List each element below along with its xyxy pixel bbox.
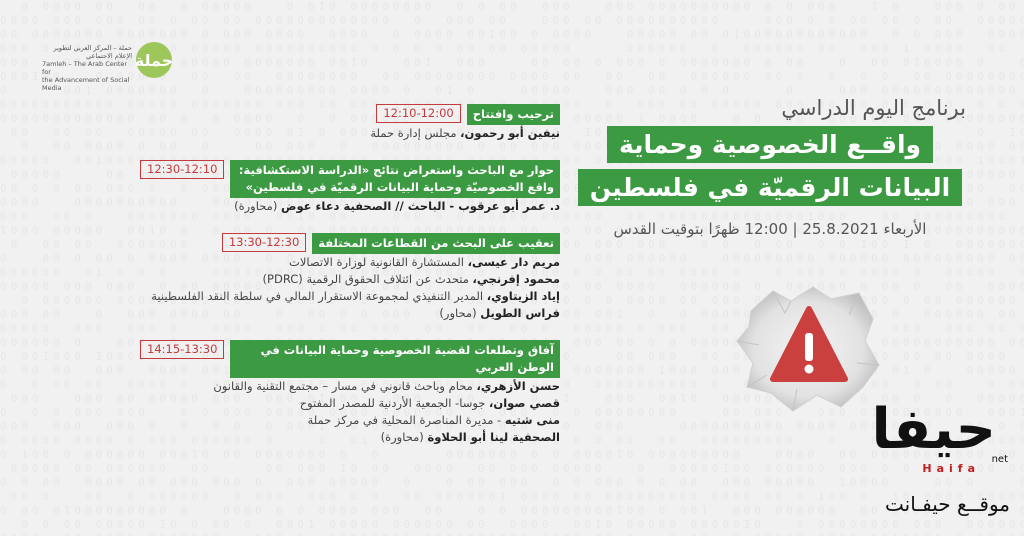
program-item bbox=[140, 160, 560, 215]
logo-text bbox=[42, 44, 132, 92]
haifa-net-suffix: net bbox=[991, 454, 1008, 465]
speaker-role: المستشارة القانونية لوزارة الاتصالات bbox=[289, 255, 468, 269]
program-item-header bbox=[140, 340, 560, 378]
program-item bbox=[140, 104, 560, 142]
speaker-row bbox=[140, 378, 560, 395]
speaker-name: د. عمر أبو عرقوب - الباحث // الصحفية دعاء عوض bbox=[280, 199, 560, 213]
speaker-row bbox=[140, 125, 560, 142]
speaker-row bbox=[140, 412, 560, 429]
session-time: 12:30-12:10 bbox=[140, 160, 224, 179]
speaker-row bbox=[140, 305, 560, 322]
organization-logo bbox=[42, 40, 172, 90]
speaker-row bbox=[140, 198, 560, 215]
haifa-site-name: موقــع حيفـانت bbox=[885, 492, 1010, 516]
program-item bbox=[140, 233, 560, 322]
program-schedule bbox=[140, 104, 560, 452]
program-item-header bbox=[140, 104, 560, 125]
haifa-net-logo bbox=[846, 396, 1016, 526]
speaker-name: إياد الزيتاوي، bbox=[486, 289, 560, 303]
event-title-line-1: واقــع الخصوصية وحماية bbox=[607, 126, 933, 163]
speaker-name: قصي صوان، bbox=[489, 396, 560, 410]
logo-arabic-name: حملة – المركز العربي لتطوير الإعلام الاجتماعي bbox=[53, 44, 132, 60]
haifa-arabic-wordmark: حيفا bbox=[871, 397, 996, 462]
session-time: 13:30-12:30 bbox=[222, 233, 306, 252]
logo-english-line-2: the Advancement of Social Media bbox=[42, 76, 130, 92]
haifa-latin-wordmark: Haifa bbox=[922, 462, 980, 475]
session-topic: آفاق وتطلعات لقضية الخصوصية وحماية البيانات في الوطن العربي bbox=[230, 340, 560, 378]
program-item-header bbox=[140, 160, 560, 198]
event-title-line-2: البيانات الرقميّة في فلسطين bbox=[578, 169, 963, 206]
speaker-role: مجلس إدارة حملة bbox=[370, 126, 461, 140]
program-heading: برنامج اليوم الدراسي bbox=[781, 96, 966, 120]
speaker-row bbox=[140, 254, 560, 271]
speaker-name: فراس الطويل bbox=[480, 306, 560, 320]
torn-paper bbox=[733, 283, 883, 413]
speaker-role: متحدث عن ائتلاف الحقوق الرقمية (PDRC) bbox=[262, 272, 473, 286]
logo-english-line-1: 7amleh – The Arab Center for bbox=[42, 60, 128, 76]
speaker-role: محام وباحث قانوني في مسار – مجتمع التقنية والقانون bbox=[213, 379, 477, 393]
event-title bbox=[560, 126, 980, 206]
program-item-header bbox=[140, 233, 560, 254]
program-item bbox=[140, 340, 560, 446]
speaker-name: مريم دار عيسى، bbox=[467, 255, 560, 269]
speaker-role: (محاور) bbox=[439, 306, 481, 320]
speaker-row bbox=[140, 271, 560, 288]
speaker-name: الصحفية لينا أبو الحلاوة bbox=[427, 430, 560, 444]
session-topic: تعقيب على البحث من القطاعات المختلفة bbox=[312, 233, 560, 254]
session-time: 14:15-13:30 bbox=[140, 340, 224, 359]
speaker-row bbox=[140, 395, 560, 412]
session-topic: حوار مع الباحث واستعراض نتائج «الدراسة الاستكشافية: واقع الخصوصيّة وحماية البيانات الرقميّة في فلسطين» bbox=[230, 160, 560, 198]
speaker-role: المدير التنفيذي لمجموعة الاستقرار المالي في سلطة النقد الفلسطينية bbox=[151, 289, 487, 303]
speaker-role: (محاورة) bbox=[380, 430, 428, 444]
speaker-name: حسن الأزهري، bbox=[476, 379, 560, 393]
session-time: 12:10-12:00 bbox=[376, 104, 460, 123]
speaker-name: نيفين أبو رحمون، bbox=[460, 126, 560, 140]
speaker-name: منى شتيه bbox=[504, 413, 560, 427]
logo-mark: حملة bbox=[136, 42, 172, 78]
event-date: الأربعاء 25.8.2021 | 12:00 ظهرًا بتوقيت القدس bbox=[613, 220, 927, 238]
torn-paper-warning bbox=[733, 283, 883, 413]
speaker-name: محمود إفرنجي، bbox=[472, 272, 560, 286]
speaker-row bbox=[140, 288, 560, 305]
event-header bbox=[560, 96, 980, 238]
speaker-role: (محاورة) bbox=[234, 199, 281, 213]
session-topic: ترحيب وافتتاح bbox=[467, 104, 560, 125]
speaker-role: جوسا- الجمعية الأردنية للمصدر المفتوح bbox=[299, 396, 490, 410]
speaker-role: - مديرة المناصرة المحلية في مركز حملة bbox=[307, 413, 505, 427]
speaker-row bbox=[140, 429, 560, 446]
